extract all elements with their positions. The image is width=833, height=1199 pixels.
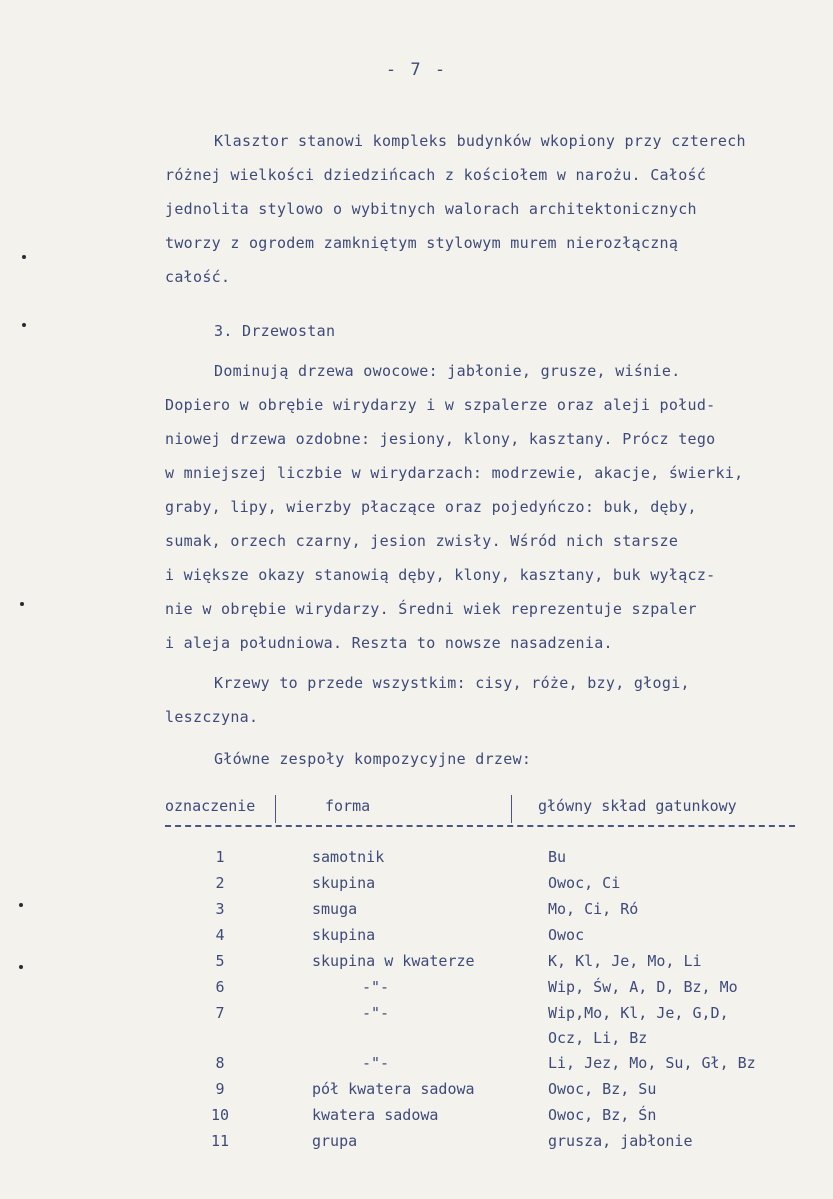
page-number: - 7 -: [385, 60, 448, 80]
table-row: [0, 1106, 833, 1130]
row-sklad: K, Kl, Je, Mo, Li: [548, 952, 702, 970]
paragraph-2-line: i większe okazy stanowią dęby, klony, kasztany, buk wyłącz-: [165, 566, 716, 584]
row-sklad: grusza, jabłonie: [548, 1132, 693, 1150]
row-sklad: Owoc, Ci: [548, 874, 621, 892]
row-number: 9: [215, 1080, 225, 1098]
row-sklad-continuation: Ocz, Li, Bz: [548, 1029, 648, 1047]
paragraph-3-line: leszczyna.: [165, 708, 259, 726]
row-forma: samotnik: [312, 848, 385, 866]
row-sklad: Wip, Św, A, D, Bz, Mo: [548, 978, 738, 996]
header-rule: [165, 825, 795, 827]
row-number: 6: [215, 978, 225, 996]
paragraph-1-line: różnej wielkości dziedzińcach z kościołem w narożu. Całość: [165, 166, 707, 184]
table-row: [0, 1004, 833, 1028]
paragraph-2-line: sumak, orzech czarny, jesion zwisły. Wśród nich starsze: [165, 532, 679, 550]
row-sklad: Li, Jez, Mo, Su, Gł, Bz: [548, 1054, 756, 1072]
section-heading: 3. Drzewostan: [214, 322, 336, 340]
table-row: [0, 952, 833, 976]
row-forma: skupina: [312, 874, 376, 892]
punch-hole-mark: [22, 323, 26, 327]
header-divider: [511, 795, 512, 823]
paragraph-1-line: Klasztor stanowi kompleks budynków wkopiony przy czterech: [214, 132, 746, 150]
paragraph-2-line: Dopiero w obrębie wirydarzy i w szpalerze oraz aleji połud-: [165, 396, 716, 414]
table-caption: Główne zespoły kompozycyjne drzew:: [214, 750, 532, 768]
row-forma: skupina: [312, 926, 376, 944]
row-number: 8: [215, 1054, 225, 1072]
header-sklad: główny skład gatunkowy: [538, 797, 737, 815]
row-sklad: Owoc, Bz, Su: [548, 1080, 657, 1098]
table-row: [0, 848, 833, 872]
header-oznaczenie: oznaczenie: [165, 797, 256, 815]
punch-hole-mark: [19, 903, 23, 907]
row-forma: smuga: [312, 900, 358, 918]
punch-hole-mark: [22, 255, 26, 259]
row-sklad: Mo, Ci, Ró: [548, 900, 639, 918]
row-sklad: Owoc: [548, 926, 585, 944]
row-forma: -"-: [362, 1004, 390, 1022]
table-row: [0, 1054, 833, 1078]
paragraph-2-line: w mniejszej liczbie w wirydarzach: modrzewie, akacje, świerki,: [165, 464, 744, 482]
table-row: [0, 874, 833, 898]
row-forma: skupina w kwaterze: [312, 952, 475, 970]
row-forma: pół kwatera sadowa: [312, 1080, 475, 1098]
paragraph-2-line: i aleja południowa. Reszta to nowsze nasadzenia.: [165, 634, 613, 652]
paragraph-2-line: graby, lipy, wierzby płaczące oraz pojedyńczo: buk, dęby,: [165, 498, 697, 516]
row-sklad: Bu: [548, 848, 567, 866]
row-sklad: Owoc, Bz, Śn: [548, 1106, 657, 1124]
paragraph-2-line: Dominują drzewa owocowe: jabłonie, grusze, wiśnie.: [214, 362, 681, 380]
paragraph-1-line: całość.: [165, 268, 231, 286]
row-forma: -"-: [362, 1054, 390, 1072]
header-forma: forma: [325, 797, 371, 815]
paragraph-1-line: tworzy z ogrodem zamkniętym stylowym murem nierozłączną: [165, 234, 679, 252]
row-forma: -"-: [362, 978, 390, 996]
paragraph-2-line: nie w obrębie wirydarzy. Średni wiek reprezentuje szpaler: [165, 600, 697, 618]
punch-hole-mark: [19, 965, 23, 969]
row-number: 1: [215, 848, 225, 866]
paragraph-2-line: niowej drzewa ozdobne: jesiony, klony, kasztany. Prócz tego: [165, 430, 716, 448]
paragraph-1-line: jednolita stylowo o wybitnych walorach architektonicznych: [165, 200, 697, 218]
row-number: 10: [210, 1106, 230, 1124]
row-number: 5: [215, 952, 225, 970]
table-row: [0, 1132, 833, 1156]
row-number: 4: [215, 926, 225, 944]
table-row: [0, 900, 833, 924]
header-divider: [275, 795, 276, 823]
row-sklad: Wip,Mo, Kl, Je, G,D,: [548, 1004, 729, 1022]
row-number: 3: [215, 900, 225, 918]
row-forma: kwatera sadowa: [312, 1106, 439, 1124]
table-row: [0, 1080, 833, 1104]
paragraph-3-line: Krzewy to przede wszystkim: cisy, róże, bzy, głogi,: [214, 674, 690, 692]
punch-hole-mark: [20, 602, 24, 606]
table-row: [0, 978, 833, 1002]
row-number: 2: [215, 874, 225, 892]
row-number: 11: [210, 1132, 230, 1150]
row-number: 7: [215, 1004, 225, 1022]
table-row: [0, 926, 833, 950]
row-forma: grupa: [312, 1132, 358, 1150]
